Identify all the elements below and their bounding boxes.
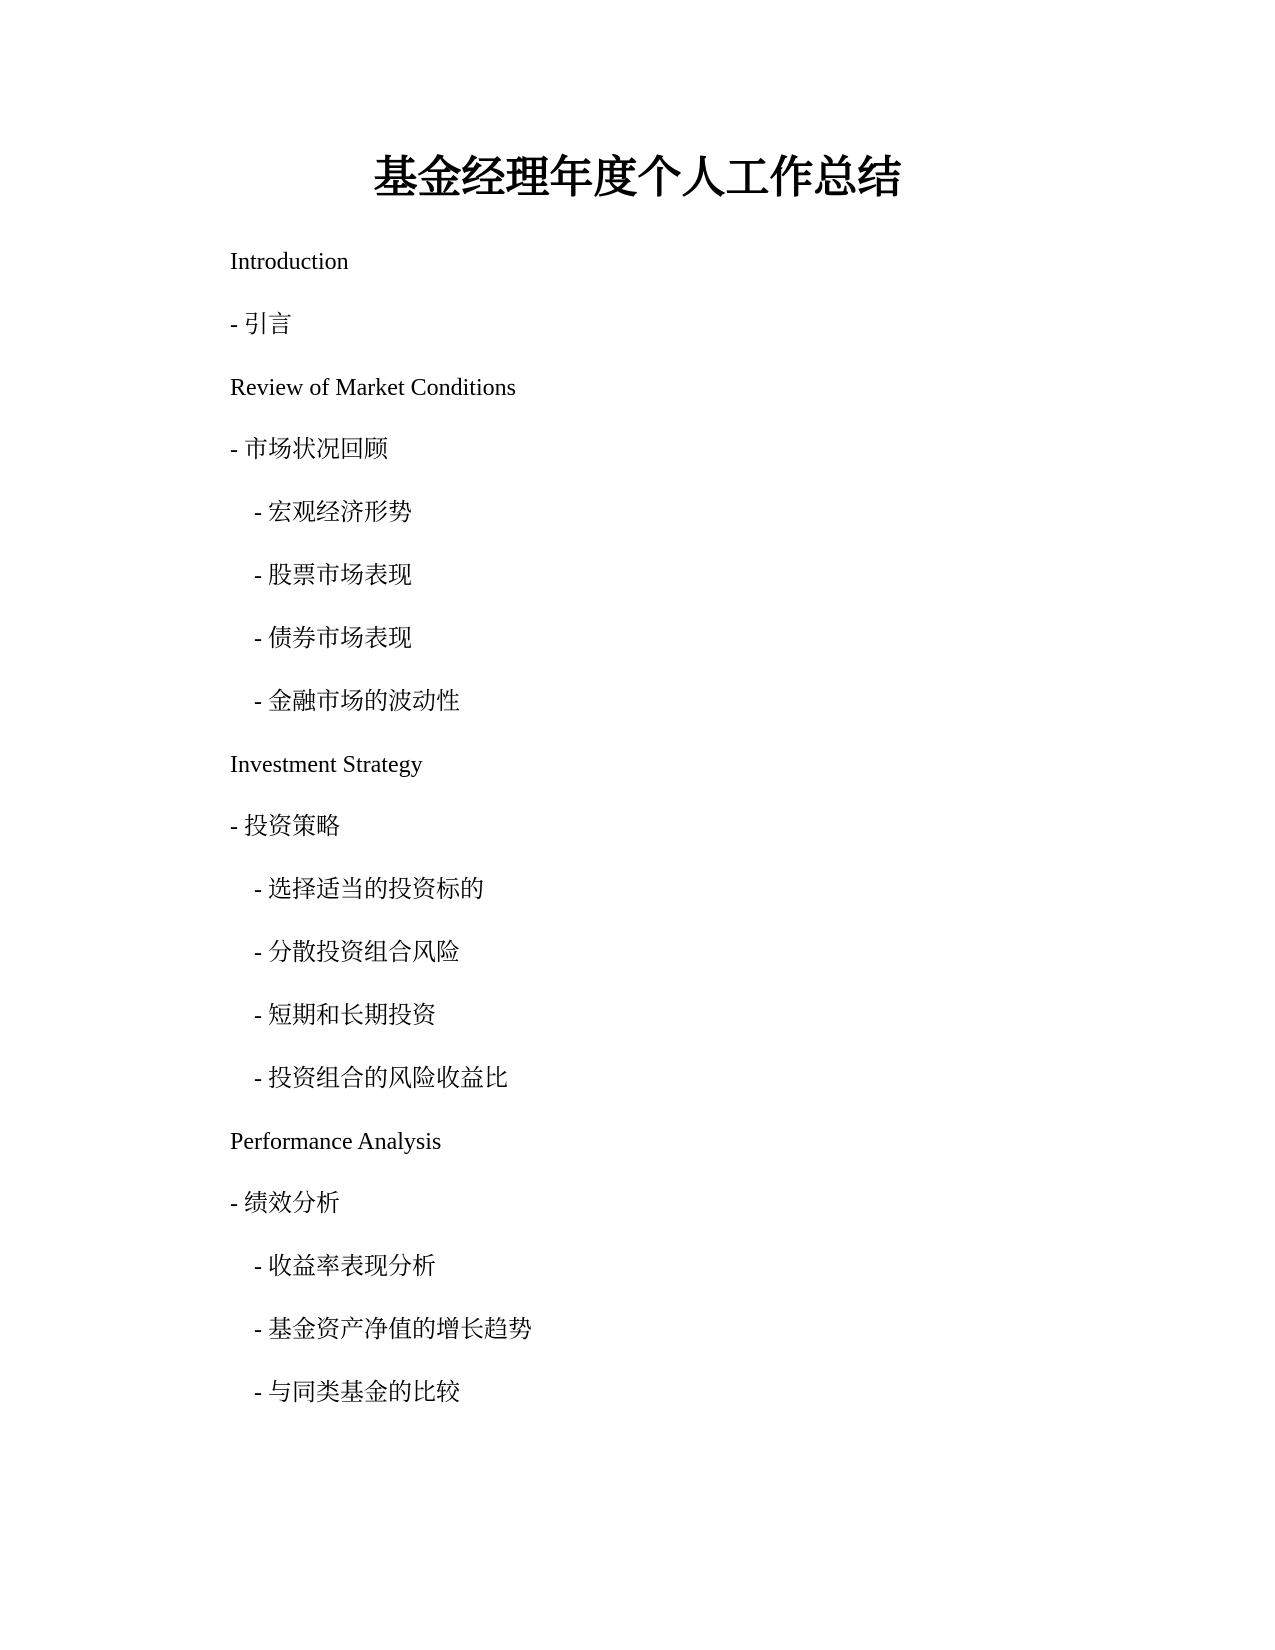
outline-subitem: - 短期和长期投资 xyxy=(254,1003,436,1029)
outline-subitem: - 宏观经济形势 xyxy=(254,500,412,526)
outline-subitem: - 投资组合的风险收益比 xyxy=(254,1066,508,1092)
heading-investment-strategy: Investment Strategy xyxy=(230,752,423,778)
outline-subitem: - 与同类基金的比较 xyxy=(254,1380,460,1406)
heading-market-conditions: Review of Market Conditions xyxy=(230,375,516,401)
heading-introduction: Introduction xyxy=(230,249,349,275)
outline-item: - 绩效分析 xyxy=(230,1191,340,1217)
outline-subitem: - 股票市场表现 xyxy=(254,563,412,589)
outline-subitem: - 收益率表现分析 xyxy=(254,1254,436,1280)
outline-item: - 投资策略 xyxy=(230,814,340,840)
outline-subitem: - 金融市场的波动性 xyxy=(254,689,460,715)
document-title: 基金经理年度个人工作总结 xyxy=(373,152,902,203)
outline-item: - 市场状况回顾 xyxy=(230,437,388,463)
outline-subitem: - 债券市场表现 xyxy=(254,626,412,652)
outline-subitem: - 选择适当的投资标的 xyxy=(254,877,484,903)
outline-subitem: - 基金资产净值的增长趋势 xyxy=(254,1317,532,1343)
outline-item: - 引言 xyxy=(230,312,292,338)
outline-subitem: - 分散投资组合风险 xyxy=(254,940,460,966)
heading-performance-analysis: Performance Analysis xyxy=(230,1129,442,1155)
